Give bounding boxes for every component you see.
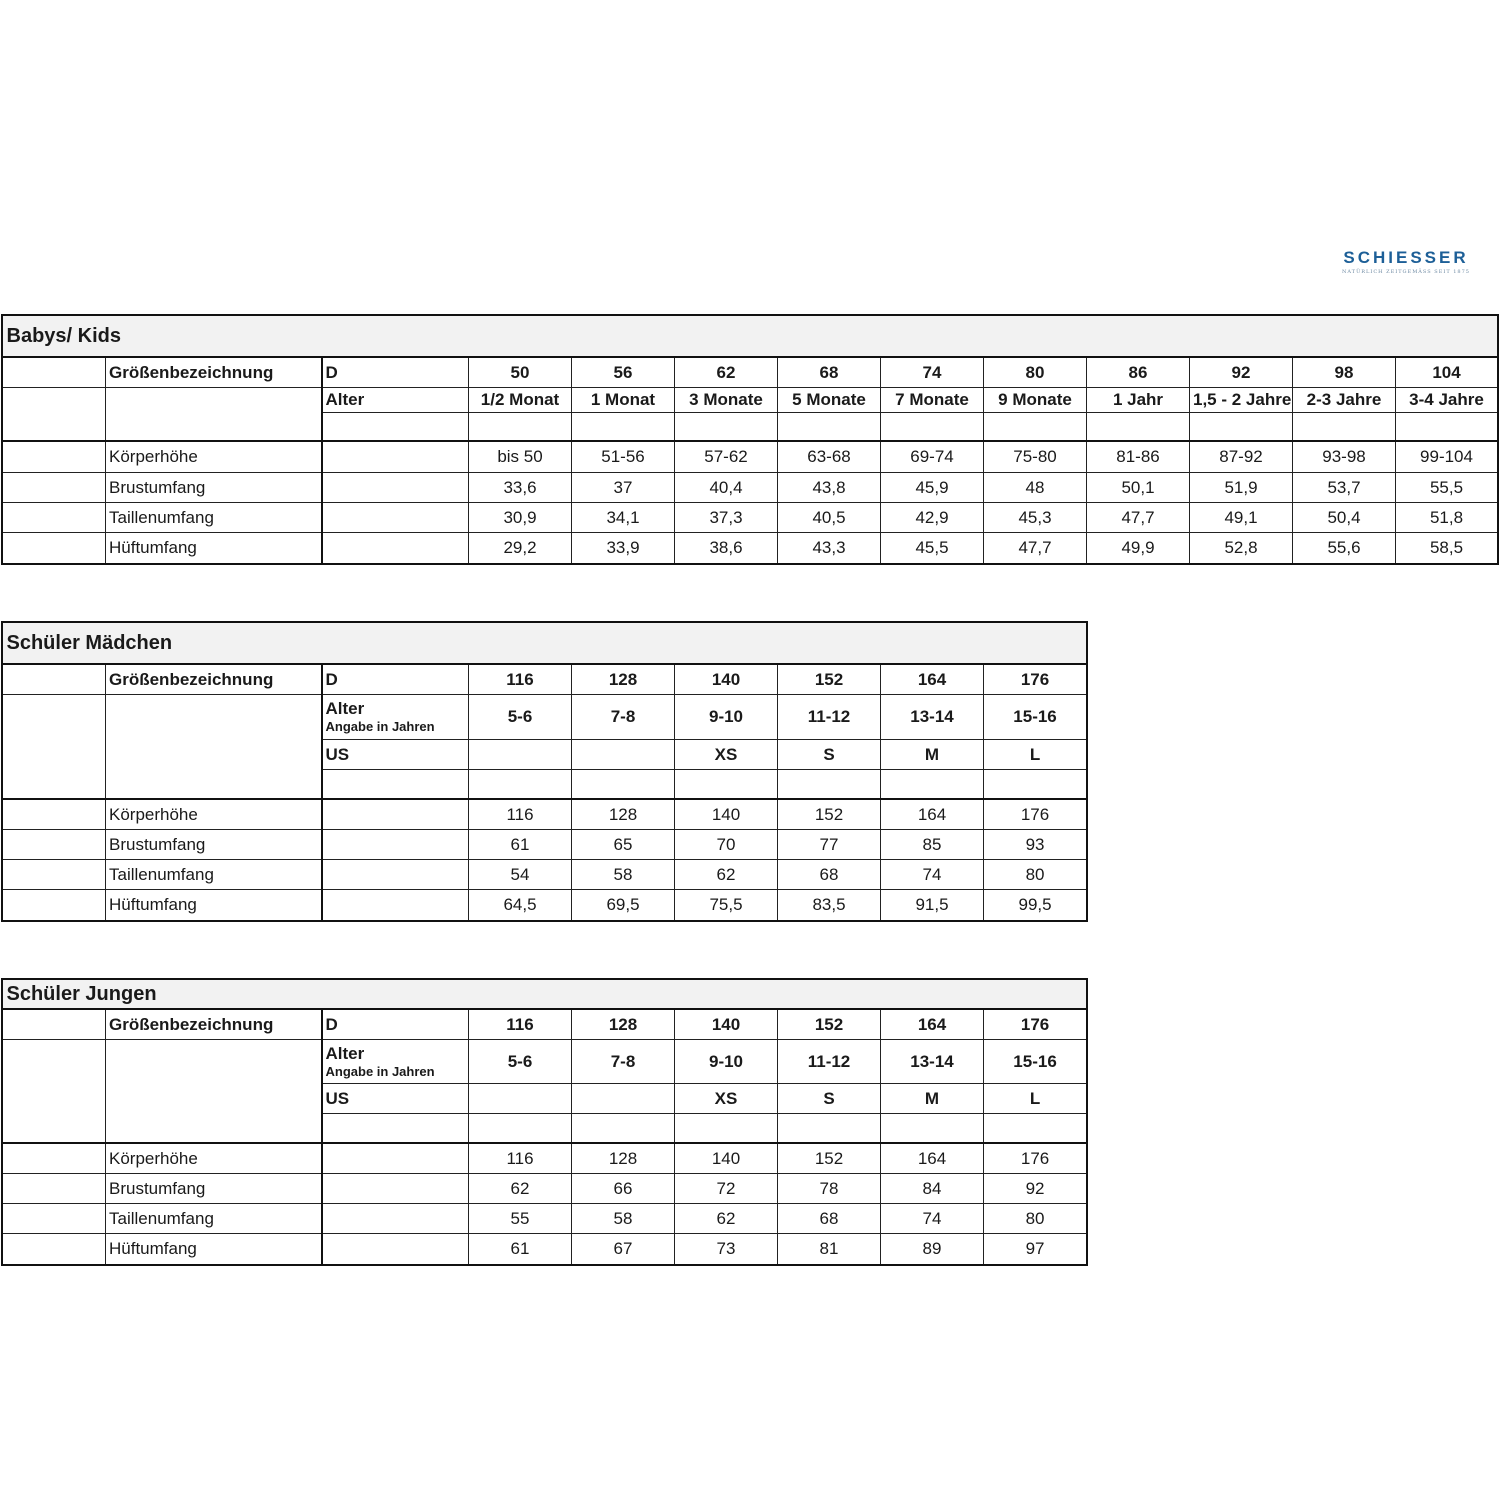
size-label: Größenbezeichnung xyxy=(106,664,322,694)
blank-cell xyxy=(778,412,881,441)
blank-cell xyxy=(675,1113,778,1143)
value-cell: 45,3 xyxy=(984,502,1087,532)
value-cell: 80 xyxy=(984,859,1087,889)
value-cell: 68 xyxy=(778,1203,881,1233)
value-cell: 58 xyxy=(572,859,675,889)
value-cell: 65 xyxy=(572,829,675,859)
blank-cell xyxy=(106,1039,322,1143)
alter-label xyxy=(322,1039,469,1083)
value-cell: 37 xyxy=(572,472,675,502)
us-cell: L xyxy=(984,1083,1087,1113)
blank-cell xyxy=(881,1113,984,1143)
size-cell: 104 xyxy=(1396,357,1498,387)
blank-cell xyxy=(881,412,984,441)
value-cell: 62 xyxy=(469,1173,572,1203)
measure-label: Körperhöhe xyxy=(106,799,322,829)
value-cell: 43,8 xyxy=(778,472,881,502)
blank-cell xyxy=(3,1143,106,1173)
measure-label: Brustumfang xyxy=(106,1173,322,1203)
value-cell: 51-56 xyxy=(572,441,675,472)
age-cell: 7-8 xyxy=(572,1039,675,1083)
blank-cell xyxy=(3,1009,106,1039)
value-cell: 58,5 xyxy=(1396,532,1498,563)
value-cell: 42,9 xyxy=(881,502,984,532)
value-cell: 74 xyxy=(881,859,984,889)
value-cell: 85 xyxy=(881,829,984,859)
size-cell: 86 xyxy=(1087,357,1190,387)
us-label: US xyxy=(322,1083,469,1113)
blank-cell xyxy=(3,889,106,920)
d-label: D xyxy=(322,357,469,387)
value-cell: 58 xyxy=(572,1203,675,1233)
value-cell: 61 xyxy=(469,829,572,859)
size-cell: 152 xyxy=(778,1009,881,1039)
value-cell: 70 xyxy=(675,829,778,859)
value-cell: 74 xyxy=(881,1203,984,1233)
blank-cell xyxy=(3,532,106,563)
us-cell xyxy=(572,1083,675,1113)
value-cell: 64,5 xyxy=(469,889,572,920)
value-cell: 47,7 xyxy=(1087,502,1190,532)
us-cell: S xyxy=(778,1083,881,1113)
age-cell: 1 Jahr xyxy=(1087,387,1190,412)
alter-label: Alter xyxy=(322,387,469,412)
size-cell: 164 xyxy=(881,664,984,694)
size-cell: 176 xyxy=(984,1009,1087,1039)
blank-cell xyxy=(675,769,778,799)
size-cell: 92 xyxy=(1190,357,1293,387)
table-title: Schüler Jungen xyxy=(3,979,1087,1009)
age-cell: 5 Monate xyxy=(778,387,881,412)
blank-cell xyxy=(3,1203,106,1233)
value-cell: 176 xyxy=(984,1143,1087,1173)
measure-label: Hüftumfang xyxy=(106,1233,322,1264)
table-row xyxy=(3,472,1498,502)
measure-label: Brustumfang xyxy=(106,472,322,502)
table-row xyxy=(3,1233,1087,1264)
table-row xyxy=(3,799,1087,829)
blank-cell xyxy=(469,1113,572,1143)
value-cell: 152 xyxy=(778,1143,881,1173)
table-row xyxy=(3,889,1087,920)
value-cell: 80 xyxy=(984,1203,1087,1233)
blank-cell xyxy=(984,769,1087,799)
value-cell: 57-62 xyxy=(675,441,778,472)
blank-cell xyxy=(572,1113,675,1143)
value-cell: 140 xyxy=(675,799,778,829)
size-label: Größenbezeichnung xyxy=(106,1009,322,1039)
blank-cell xyxy=(675,412,778,441)
value-cell: 33,9 xyxy=(572,532,675,563)
value-cell: 116 xyxy=(469,1143,572,1173)
value-cell: 55 xyxy=(469,1203,572,1233)
value-cell: 164 xyxy=(881,799,984,829)
value-cell: 99-104 xyxy=(1396,441,1498,472)
blank-cell xyxy=(881,769,984,799)
age-cell: 11-12 xyxy=(778,694,881,739)
age-cell: 15-16 xyxy=(984,694,1087,739)
brand-logo xyxy=(1330,248,1482,275)
value-cell: 73 xyxy=(675,1233,778,1264)
blank-cell xyxy=(322,532,469,563)
measure-label: Taillenumfang xyxy=(106,859,322,889)
blank-cell xyxy=(3,357,106,387)
blank-cell xyxy=(3,472,106,502)
size-table-schueler-jungen xyxy=(2,979,1087,1265)
blank-cell xyxy=(322,769,469,799)
value-cell: 66 xyxy=(572,1173,675,1203)
value-cell: 72 xyxy=(675,1173,778,1203)
us-label: US xyxy=(322,739,469,769)
blank-cell xyxy=(3,1233,106,1264)
value-cell: 164 xyxy=(881,1143,984,1173)
measure-label: Körperhöhe xyxy=(106,1143,322,1173)
value-cell: 97 xyxy=(984,1233,1087,1264)
value-cell: 69-74 xyxy=(881,441,984,472)
us-cell: XS xyxy=(675,739,778,769)
blank-cell xyxy=(778,1113,881,1143)
value-cell: 84 xyxy=(881,1173,984,1203)
age-cell: 13-14 xyxy=(881,694,984,739)
value-cell: 33,6 xyxy=(469,472,572,502)
measure-label: Hüftumfang xyxy=(106,532,322,563)
size-cell: 128 xyxy=(572,664,675,694)
value-cell: 45,9 xyxy=(881,472,984,502)
age-cell: 5-6 xyxy=(469,1039,572,1083)
blank-cell xyxy=(322,829,469,859)
value-cell: 91,5 xyxy=(881,889,984,920)
value-cell: 51,8 xyxy=(1396,502,1498,532)
value-cell: 51,9 xyxy=(1190,472,1293,502)
blank-cell xyxy=(322,472,469,502)
value-cell: 176 xyxy=(984,799,1087,829)
value-cell: 37,3 xyxy=(675,502,778,532)
size-table-schueler-maedchen xyxy=(2,622,1087,921)
age-cell: 13-14 xyxy=(881,1039,984,1083)
value-cell: 116 xyxy=(469,799,572,829)
value-cell: 61 xyxy=(469,1233,572,1264)
value-cell: 78 xyxy=(778,1173,881,1203)
value-cell: 40,4 xyxy=(675,472,778,502)
alter-text: Alter xyxy=(325,699,365,718)
table-row xyxy=(3,1143,1087,1173)
d-label: D xyxy=(322,664,469,694)
table-title: Babys/ Kids xyxy=(3,315,1498,357)
blank-cell xyxy=(322,859,469,889)
blank-cell xyxy=(984,412,1087,441)
value-cell: 49,1 xyxy=(1190,502,1293,532)
value-cell: 38,6 xyxy=(675,532,778,563)
blank-cell xyxy=(1293,412,1396,441)
measure-label: Körperhöhe xyxy=(106,441,322,472)
brand-name: SCHIESSER xyxy=(1343,248,1469,267)
table-title: Schüler Mädchen xyxy=(3,622,1087,664)
blank-cell xyxy=(3,441,106,472)
value-cell: 63-68 xyxy=(778,441,881,472)
blank-cell xyxy=(322,1173,469,1203)
blank-cell xyxy=(3,829,106,859)
age-cell: 7-8 xyxy=(572,694,675,739)
value-cell: 69,5 xyxy=(572,889,675,920)
value-cell: 52,8 xyxy=(1190,532,1293,563)
size-cell: 152 xyxy=(778,664,881,694)
value-cell: 128 xyxy=(572,1143,675,1173)
us-cell: S xyxy=(778,739,881,769)
size-cell: 74 xyxy=(881,357,984,387)
blank-cell xyxy=(322,1113,469,1143)
value-cell: 75-80 xyxy=(984,441,1087,472)
alter-text: Alter xyxy=(325,1043,365,1063)
blank-cell xyxy=(572,769,675,799)
value-cell: 77 xyxy=(778,829,881,859)
blank-cell xyxy=(3,664,106,694)
value-cell: 99,5 xyxy=(984,889,1087,920)
blank-cell xyxy=(469,769,572,799)
blank-cell xyxy=(1087,412,1190,441)
value-cell: 152 xyxy=(778,799,881,829)
age-cell: 1,5 - 2 Jahre xyxy=(1190,387,1293,412)
d-label: D xyxy=(322,1009,469,1039)
size-cell: 164 xyxy=(881,1009,984,1039)
value-cell: 50,1 xyxy=(1087,472,1190,502)
value-cell: 55,5 xyxy=(1396,472,1498,502)
table-row xyxy=(3,1173,1087,1203)
age-cell: 3-4 Jahre xyxy=(1396,387,1498,412)
value-cell: 54 xyxy=(469,859,572,889)
blank-cell xyxy=(322,441,469,472)
value-cell: 43,3 xyxy=(778,532,881,563)
table-row xyxy=(3,441,1498,472)
blank-cell xyxy=(106,694,322,799)
blank-cell xyxy=(984,1113,1087,1143)
size-cell: 176 xyxy=(984,664,1087,694)
blank-cell xyxy=(322,1203,469,1233)
alter-subtext: Angabe in Jahren xyxy=(325,1063,435,1079)
blank-cell xyxy=(469,412,572,441)
value-cell: 140 xyxy=(675,1143,778,1173)
blank-cell xyxy=(1396,412,1498,441)
size-cell: 50 xyxy=(469,357,572,387)
blank-cell xyxy=(3,694,106,799)
value-cell: 53,7 xyxy=(1293,472,1396,502)
value-cell: 89 xyxy=(881,1233,984,1264)
age-cell: 9-10 xyxy=(675,1039,778,1083)
size-cell: 56 xyxy=(572,357,675,387)
value-cell: 48 xyxy=(984,472,1087,502)
value-cell: 75,5 xyxy=(675,889,778,920)
size-cell: 116 xyxy=(469,1009,572,1039)
blank-cell xyxy=(1190,412,1293,441)
value-cell: 34,1 xyxy=(572,502,675,532)
age-cell: 2-3 Jahre xyxy=(1293,387,1396,412)
size-cell: 68 xyxy=(778,357,881,387)
size-cell: 80 xyxy=(984,357,1087,387)
value-cell: 40,5 xyxy=(778,502,881,532)
age-cell: 11-12 xyxy=(778,1039,881,1083)
value-cell: 93 xyxy=(984,829,1087,859)
value-cell: 29,2 xyxy=(469,532,572,563)
us-cell xyxy=(469,1083,572,1113)
us-cell: XS xyxy=(675,1083,778,1113)
blank-cell xyxy=(3,799,106,829)
size-cell: 140 xyxy=(675,664,778,694)
alter-label xyxy=(322,694,469,739)
value-cell: 87-92 xyxy=(1190,441,1293,472)
us-cell: M xyxy=(881,739,984,769)
us-cell: L xyxy=(984,739,1087,769)
blank-cell xyxy=(322,889,469,920)
size-cell: 140 xyxy=(675,1009,778,1039)
measure-label: Brustumfang xyxy=(106,829,322,859)
blank-cell xyxy=(322,1233,469,1264)
blank-cell xyxy=(322,412,469,441)
table-row xyxy=(3,829,1087,859)
size-cell: 62 xyxy=(675,357,778,387)
age-cell: 7 Monate xyxy=(881,387,984,412)
us-cell: M xyxy=(881,1083,984,1113)
measure-label: Taillenumfang xyxy=(106,502,322,532)
measure-label: Hüftumfang xyxy=(106,889,322,920)
table-row xyxy=(3,1203,1087,1233)
us-cell xyxy=(469,739,572,769)
value-cell: 30,9 xyxy=(469,502,572,532)
table-row xyxy=(3,502,1498,532)
blank-cell xyxy=(3,387,106,441)
blank-cell xyxy=(322,502,469,532)
blank-cell xyxy=(3,1039,106,1143)
value-cell: 93-98 xyxy=(1293,441,1396,472)
value-cell: 83,5 xyxy=(778,889,881,920)
age-cell: 9 Monate xyxy=(984,387,1087,412)
size-cell: 128 xyxy=(572,1009,675,1039)
value-cell: 55,6 xyxy=(1293,532,1396,563)
blank-cell xyxy=(3,1173,106,1203)
value-cell: 45,5 xyxy=(881,532,984,563)
value-cell: 92 xyxy=(984,1173,1087,1203)
value-cell: 128 xyxy=(572,799,675,829)
value-cell: bis 50 xyxy=(469,441,572,472)
value-cell: 81-86 xyxy=(1087,441,1190,472)
size-cell: 98 xyxy=(1293,357,1396,387)
blank-cell xyxy=(3,859,106,889)
blank-cell xyxy=(322,1143,469,1173)
table-row xyxy=(3,859,1087,889)
age-cell: 15-16 xyxy=(984,1039,1087,1083)
age-cell: 9-10 xyxy=(675,694,778,739)
age-cell: 1/2 Monat xyxy=(469,387,572,412)
blank-cell xyxy=(106,387,322,441)
age-cell: 3 Monate xyxy=(675,387,778,412)
value-cell: 49,9 xyxy=(1087,532,1190,563)
blank-cell xyxy=(778,769,881,799)
size-table-babys-kids xyxy=(2,315,1498,564)
value-cell: 47,7 xyxy=(984,532,1087,563)
brand-tagline: NATÜRLICH ZEITGEMÄSS SEIT 1875 xyxy=(1342,269,1470,275)
size-label: Größenbezeichnung xyxy=(106,357,322,387)
blank-cell xyxy=(572,412,675,441)
value-cell: 62 xyxy=(675,1203,778,1233)
size-cell: 116 xyxy=(469,664,572,694)
alter-subtext: Angabe in Jahren xyxy=(325,719,435,734)
blank-cell xyxy=(3,502,106,532)
value-cell: 50,4 xyxy=(1293,502,1396,532)
age-cell: 5-6 xyxy=(469,694,572,739)
measure-label: Taillenumfang xyxy=(106,1203,322,1233)
value-cell: 67 xyxy=(572,1233,675,1264)
us-cell xyxy=(572,739,675,769)
blank-cell xyxy=(322,799,469,829)
value-cell: 81 xyxy=(778,1233,881,1264)
table-row xyxy=(3,532,1498,563)
value-cell: 62 xyxy=(675,859,778,889)
age-cell: 1 Monat xyxy=(572,387,675,412)
value-cell: 68 xyxy=(778,859,881,889)
